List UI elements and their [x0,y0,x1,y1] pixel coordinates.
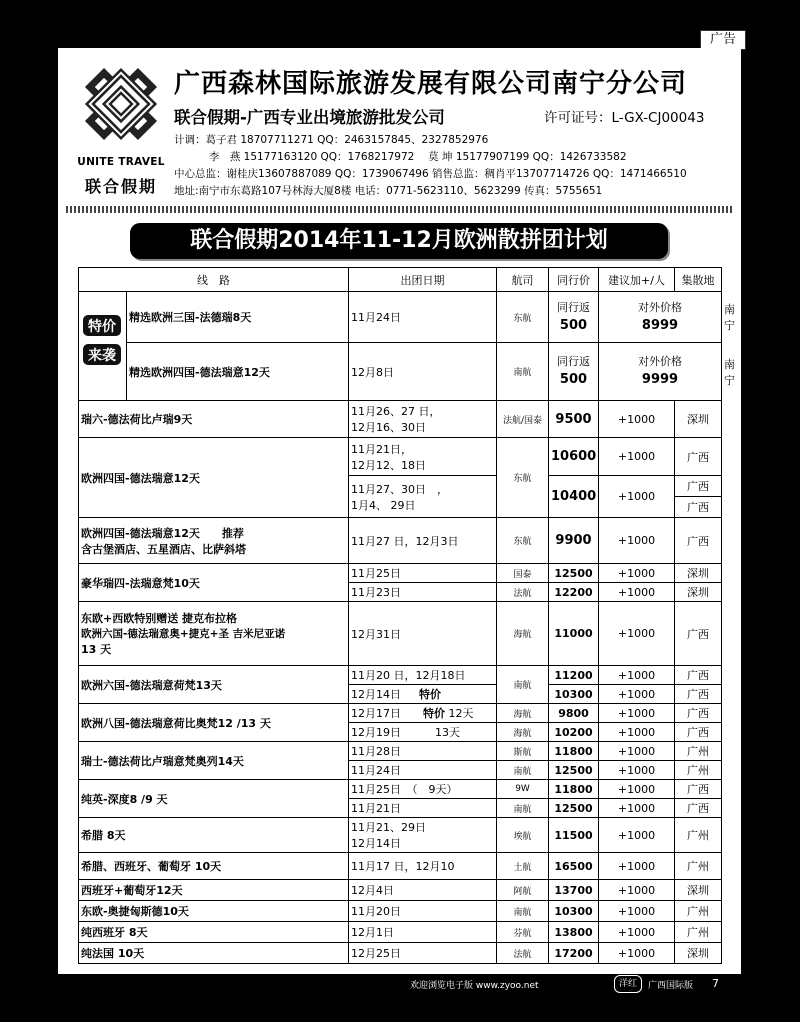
price-cell: 13800 [549,922,599,943]
city-cell: 广州 [675,742,722,761]
airline-cell: 东航 [497,438,549,518]
logo [70,56,172,208]
add-cell: +1000 [599,583,675,602]
header-date: 出团日期 [349,268,497,292]
special-label-2: 来袭 [88,347,116,364]
route-cell: 纯英-深度8 /9 天 [79,780,349,818]
city-cell: 深圳 [675,943,722,964]
city-cell: 广州 [675,901,722,922]
date-cell: 12月4日 [349,880,497,901]
add-cell: +1000 [599,666,675,685]
price-cell: 11500 [549,818,599,853]
price-cell: 10300 [549,685,599,704]
table-row [79,818,722,853]
route-cell: 希腊 8天 [79,818,349,853]
airline-cell: 斯航 [497,742,549,761]
price-cell: 9800 [549,704,599,723]
table-row [79,602,722,666]
route-cell: 豪华瑞四-法瑞意梵10天 [79,564,349,602]
add-cell: +1000 [599,685,675,704]
route-cell: 欧洲八国-德法瑞意荷比奥梵12 /13 天 [79,704,349,742]
airline-cell: 国泰 [497,564,549,583]
special-label-1: 特价 [88,318,116,335]
retail-value: 9999 [641,372,679,387]
airline-cell: 埃航 [497,818,549,853]
route-cell: 瑞士-德法荷比卢瑞意梵奥列14天 [79,742,349,780]
date-cell: 11月24日 [349,761,497,780]
table-row [79,880,722,901]
header-route: 线 路 [79,268,349,292]
date-line: 12月14日 [351,837,401,850]
price-cell: 10300 [549,901,599,922]
airline-cell: 东航 [497,518,549,564]
table-row [79,401,722,438]
city-cell: 广西 [675,704,722,723]
route-cell: 瑞六-德法荷比卢瑞9天 [79,401,349,438]
route-cell [79,602,349,666]
add-cell: +1000 [599,761,675,780]
footer-brand-badge: 洋红 [614,975,642,993]
city-cell: 广西 [675,476,722,497]
page [58,48,741,974]
peer-label: 同行返 [557,300,590,314]
footer-website: 欢迎浏览电子版 www.zyoo.net [410,981,539,991]
city-cell: 广州 [675,761,722,780]
add-cell: +1000 [599,880,675,901]
add-cell: +1000 [599,723,675,742]
price-cell: 12200 [549,583,599,602]
date-cell: 11月25日 [349,564,497,583]
airline-cell: 阿航 [497,880,549,901]
date-line: 12月16、30日 [351,421,426,434]
price-cell: 10600 [549,438,599,476]
city-cell: 广西 [675,518,722,564]
price-cell: 11000 [549,602,599,666]
add-cell: +1000 [599,564,675,583]
route-cell: 欧洲六国-德法瑞意荷梵13天 [79,666,349,704]
route-cell [79,518,349,564]
route-cell: 纯法国 10天 [79,943,349,964]
peer-price-cell [549,292,599,343]
retail-label: 对外价格 [638,300,682,314]
date-line: 11月27、30日 ， [351,482,448,496]
table-row [79,704,722,723]
date-cell [349,704,497,723]
city-cell: 广西 [675,438,722,476]
price-cell: 11800 [549,742,599,761]
ad-tag: 广告 [700,30,746,50]
add-cell: +1000 [599,799,675,818]
city-cell: 广西 [675,666,722,685]
header-airline: 航司 [497,268,549,292]
duration-note: 12天 [448,707,474,720]
price-cell: 11800 [549,780,599,799]
city-cell: 广西 [675,497,722,518]
footer-edition: 广西国际版 [648,981,694,991]
price-cell: 16500 [549,853,599,880]
airline-cell: 土航 [497,853,549,880]
airline-cell: 南航 [497,901,549,922]
price-cell: 12500 [549,761,599,780]
peer-label: 同行返 [557,355,590,368]
city-cell: 广州 [675,818,722,853]
date-cell [349,723,497,742]
add-cell: +1000 [599,518,675,564]
license-number: 许可证号：L-GX-CJ00043 [544,110,705,126]
airline-cell: 南航 [497,666,549,704]
airline-cell: 南航 [497,761,549,780]
airline-cell: 芬航 [497,922,549,943]
add-cell: +1000 [599,943,675,964]
date-cell [349,401,497,438]
route-cell: 精选欧洲三国-法德瑞8天 [127,292,349,343]
city-cell: 广州 [675,853,722,880]
date-line: 11月21、29日 [351,821,426,834]
city-cell: 深圳 [675,401,722,438]
airline-cell: 南航 [497,799,549,818]
table-row [79,853,722,880]
add-cell: +1000 [599,901,675,922]
table-row [79,943,722,964]
date-line: 11月26、27 日， [351,405,441,418]
add-cell: +1000 [599,780,675,799]
add-cell: +1000 [599,742,675,761]
peer-value: 500 [559,372,588,387]
date-text: 12月19日 [351,726,401,739]
price-cell: 13700 [549,880,599,901]
logo-english: UNITE TRAVEL [77,156,165,168]
date-cell: 11月21日 [349,799,497,818]
date-text: 12月14日 [351,688,401,701]
duration-note: 13天 [435,726,460,739]
peer-price-cell [549,343,599,401]
airline-cell: 9W [497,780,549,799]
date-line: 1月4、 29日 [351,498,416,512]
date-cell: 12月8日 [349,343,497,401]
add-cell: +1000 [599,818,675,853]
airline-cell: 海航 [497,723,549,742]
address-line: 地址:南宁市东葛路107号林海大厦8楼 电话：0771-5623110、5623299 传真：5755651 [174,185,603,197]
route-line: 含古堡酒店、五星酒店、比萨斜塔 [81,542,246,556]
route-line: 13 天 [81,643,112,656]
table-row [79,780,722,799]
knot-logo-icon [78,58,164,154]
retail-label: 对外价格 [638,355,682,368]
price-cell: 17200 [549,943,599,964]
airline-cell: 海航 [497,704,549,723]
table-row [79,666,722,685]
add-cell: +1000 [599,602,675,666]
city-cell: 广西 [675,685,722,704]
route-line: 欧洲六国-德法瑞意奥+捷克+圣 吉米尼亚诺 [81,628,286,640]
date-cell: 11月17 日，12月10 [349,853,497,880]
add-cell: +1000 [599,401,675,438]
table-row [79,438,722,476]
airline-cell: 东航 [497,292,549,343]
route-line: 欧洲四国-德法瑞意12天 推荐 [81,526,244,540]
company-subtitle: 联合假期-广西专业出境旅游批发公司 [174,108,445,127]
date-line: 11月21日， [351,442,412,456]
date-cell: 11月20日 [349,901,497,922]
add-cell: +1000 [599,704,675,723]
airline-cell: 法航 [497,583,549,602]
date-cell: 12月31日 [349,602,497,666]
city-cell: 深圳 [675,564,722,583]
city-cell: 广西 [675,799,722,818]
date-cell: 11月28日 [349,742,497,761]
price-cell: 12500 [549,799,599,818]
peer-value: 500 [559,317,588,333]
contact-line: 计调：葛子君 18707711271 QQ：2463157845、2327852976 [174,134,489,146]
airline-cell: 法航 [497,943,549,964]
city-cell: 深圳 [675,880,722,901]
special-note: 特价 [423,707,445,720]
date-cell [349,818,497,853]
table-row: 特价 来袭 精选欧洲三国-法德瑞8天 11月24日 东航 同行返 500 对外价格 8999 南宁 [79,292,722,343]
route-line: 东欧+西欧特别赠送 捷克布拉格 [81,612,238,625]
city-cell: 广西 [675,602,722,666]
airline-cell: 海航 [497,602,549,666]
add-cell: +1000 [599,922,675,943]
date-cell: 11月24日 [349,292,497,343]
date-cell [349,438,497,476]
tour-plan-table [78,267,735,964]
table-row [79,742,722,761]
retail-value: 8999 [641,317,679,333]
retail-price-cell [599,292,722,343]
header-city: 集散地 [675,268,722,292]
special-offer-badge [79,292,127,401]
date-cell [349,476,497,518]
table-row [79,922,722,943]
route-cell: 精选欧洲四国-德法瑞意12天 [127,343,349,401]
table-header-row [79,268,722,292]
add-cell: +1000 [599,476,675,518]
divider-stripe [66,206,732,213]
date-cell [349,685,497,704]
price-cell: 10200 [549,723,599,742]
route-cell: 西班牙+葡萄牙12天 [79,880,349,901]
page-number: 7 [712,977,719,990]
date-text: 12月17日 [351,707,401,720]
city-cell: 广州 [675,922,722,943]
price-cell: 10400 [549,476,599,518]
price-cell: 9500 [549,401,599,438]
city-cell: 广西 [675,780,722,799]
city-cell: 广西 [675,723,722,742]
price-cell: 9900 [549,518,599,564]
airline-cell: 南航 [497,343,549,401]
plan-banner: 联合假期2014年11-12月欧洲散拼团计划 [130,223,668,259]
contact-line: 中心总监：谢桂庆13607887089 QQ：1739067496 销售总监：稠肖平13707714726 QQ：1471466510 [174,168,687,180]
price-cell: 11200 [549,666,599,685]
date-cell: 11月25日 （ 9天） [349,780,497,799]
date-cell: 12月1日 [349,922,497,943]
company-name: 广西森林国际旅游发展有限公司南宁分公司 [174,69,688,99]
date-cell: 11月23日 [349,583,497,602]
route-cell: 欧洲四国-德法瑞意12天 [79,438,349,518]
contact-line: 李 燕 15177163120 QQ：1768217972 莫 坤 15177907199 QQ：1426733582 [174,151,627,163]
header-suggested-add: 建议加+/人 [599,268,675,292]
price-cell: 12500 [549,564,599,583]
route-cell: 纯西班牙 8天 [79,922,349,943]
table-row: 精选欧洲四国-德法瑞意12天 12月8日 南航 同行返 500 对外价格 9999 南宁 [79,343,722,401]
date-cell: 11月20 日，12月18日 [349,666,497,685]
add-cell: +1000 [599,438,675,476]
route-cell: 东欧-奥捷匈斯德10天 [79,901,349,922]
date-line: 12月12、18日 [351,458,426,472]
route-cell: 希腊、西班牙、葡萄牙 10天 [79,853,349,880]
city-cell: 深圳 [675,583,722,602]
table-row [79,901,722,922]
special-note: 特价 [419,688,441,701]
header-peer-price: 同行价 [549,268,599,292]
logo-chinese: 联合假期 [84,177,157,196]
add-cell: +1000 [599,853,675,880]
table-row [79,518,722,564]
table-row [79,564,722,583]
date-cell: 11月27 日，12月3日 [349,518,497,564]
date-cell: 12月25日 [349,943,497,964]
airline-cell: 法航/国泰 [497,401,549,438]
retail-price-cell [599,343,722,401]
